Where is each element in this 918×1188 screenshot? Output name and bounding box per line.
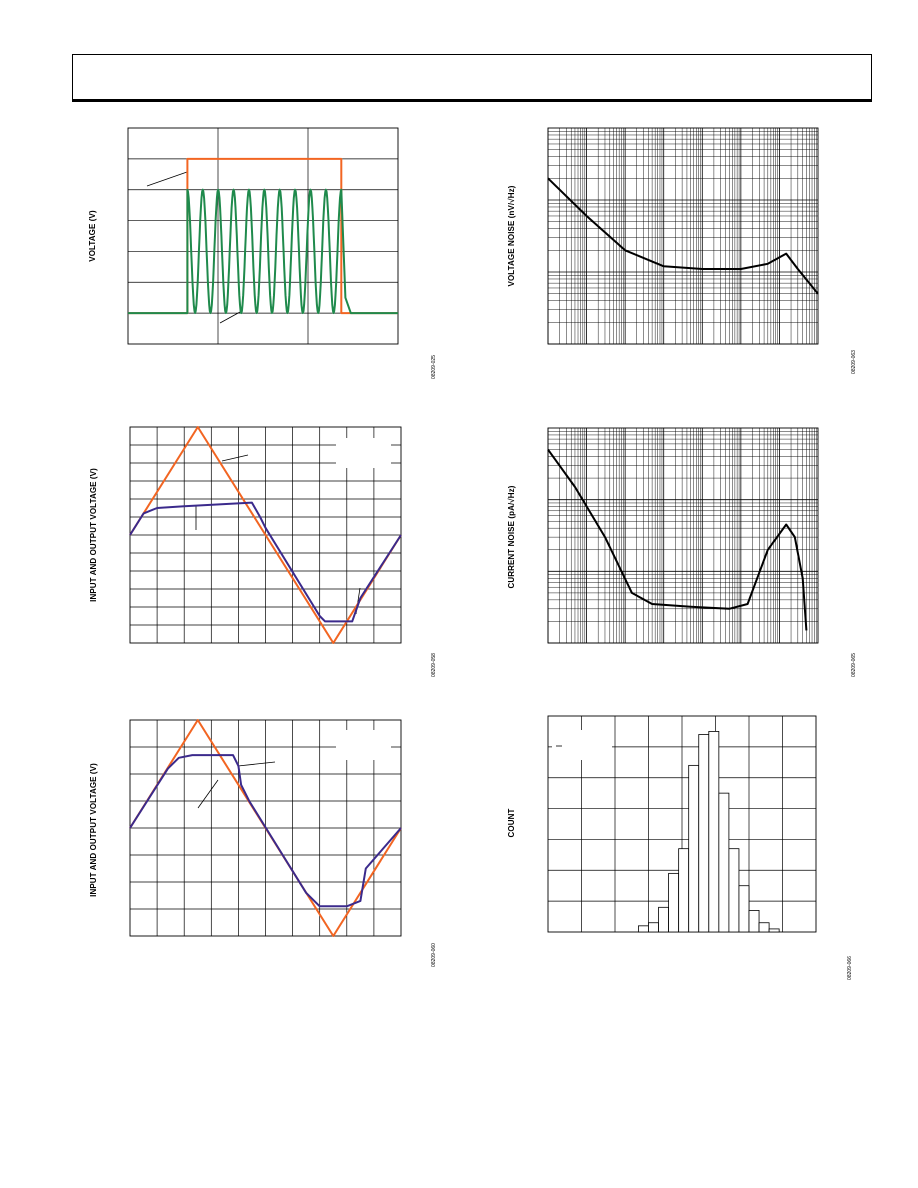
histogram-bar [749,910,759,932]
count-histogram-chart [500,710,870,980]
y-axis-label: COUNT [507,808,516,838]
callout-arrow [222,455,248,461]
callout-arrow [220,312,240,323]
histogram-bar [638,926,648,932]
histogram-bar [649,923,659,932]
histogram-bar [669,873,679,932]
callout-arrow [198,780,218,808]
histogram-bar [699,735,709,932]
histogram-bar [769,929,779,932]
histogram-bar [689,765,699,932]
figure-id: 08209-065 [851,653,857,677]
legend-box [552,730,612,760]
y-axis-label: VOLTAGE NOISE (nV/√Hz) [507,185,516,287]
y-axis-label: INPUT AND OUTPUT VOLTAGE (V) [89,763,98,897]
voltage-noise-chart [500,120,870,390]
histogram-bar [709,731,719,932]
figure-id: 08209-063 [851,350,857,374]
figure-id: 08209-025 [431,355,437,379]
current-noise-chart [500,420,870,690]
chart-grid [128,128,398,344]
histogram-bar [739,886,749,932]
histogram-bar [679,849,689,932]
input-output-voltage-chart-1 [80,420,450,690]
chart-grid [548,128,818,344]
figure-id: 08209-066 [847,956,853,980]
histogram-bar [729,849,739,932]
histogram-bar [659,907,669,932]
enable-response-chart [80,120,450,390]
series-line-enable [128,159,398,313]
input-output-voltage-chart-2 [80,712,450,982]
y-axis-label: INPUT AND OUTPUT VOLTAGE (V) [89,468,98,602]
histogram-bar [719,793,729,932]
callout-arrow [238,762,275,766]
y-axis-label: VOLTAGE (V) [88,210,97,262]
histogram-bar [759,923,769,932]
legend-box [336,438,391,468]
legend-box [336,730,391,760]
page-header-box [72,54,872,102]
y-axis-label: CURRENT NOISE (pA/√Hz) [507,485,516,589]
callout-arrow [147,172,187,186]
figure-id: 08209-058 [431,653,437,677]
figure-id: 08209-060 [431,943,437,967]
plot-frame [128,128,398,344]
